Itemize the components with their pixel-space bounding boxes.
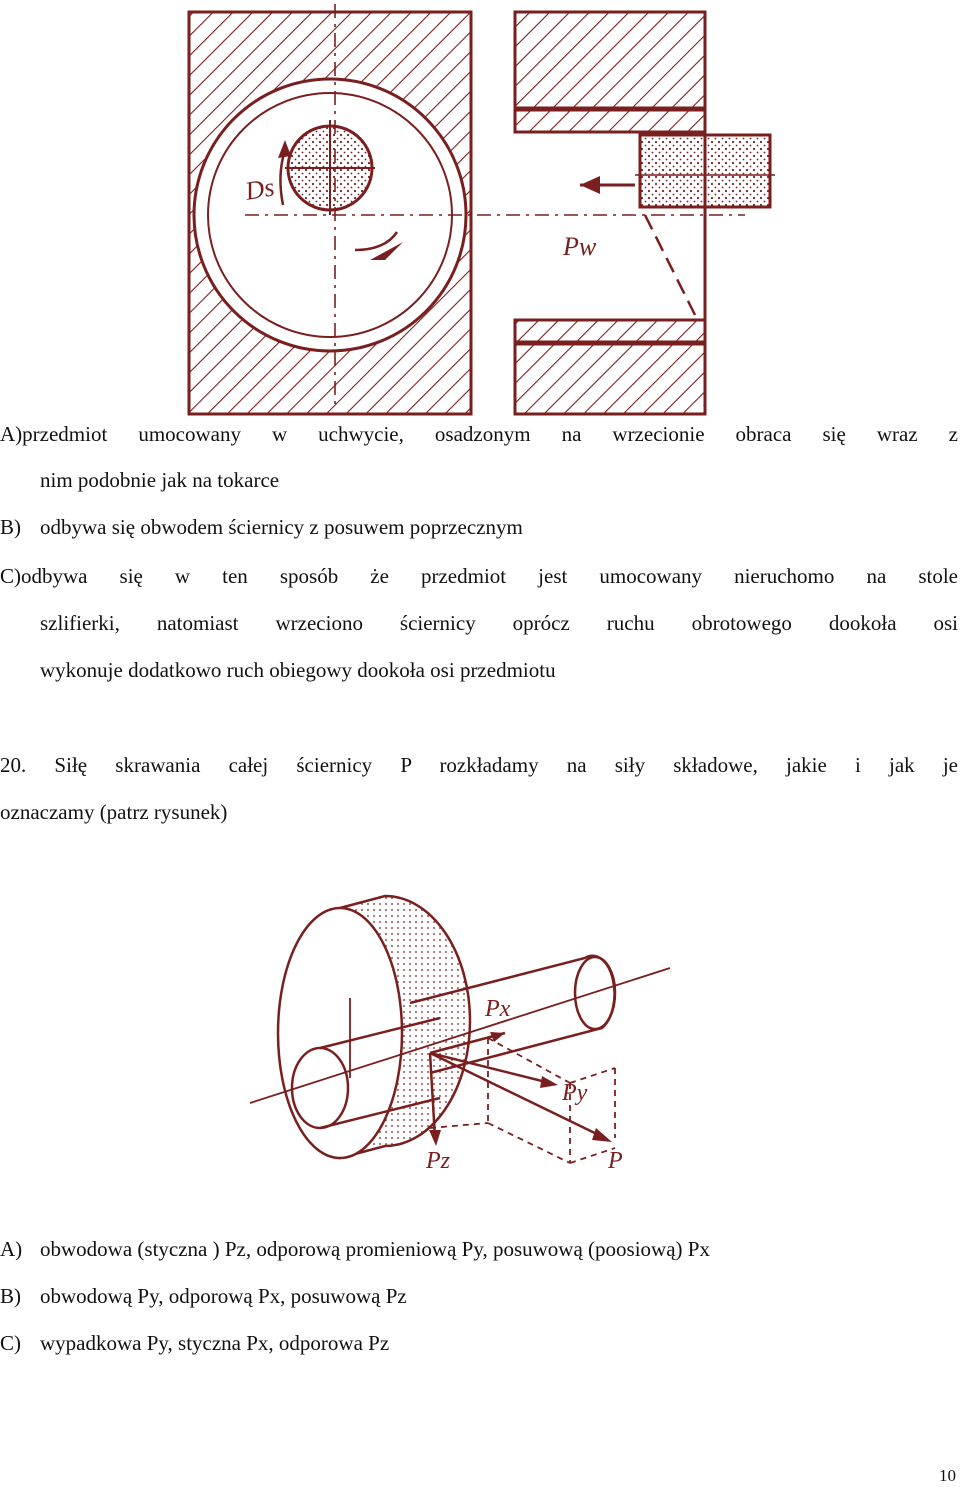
q19-option-a-line1: A)przedmiot umocowany w uchwycie, osadzonym na wrzecionie obraca się wraz z <box>0 422 958 446</box>
pz-label: Pz <box>426 1148 450 1174</box>
option-label: C) <box>0 1331 21 1355</box>
option-label: B) <box>0 1284 21 1308</box>
option-label: A) <box>0 1237 23 1261</box>
pw-label: Pw <box>563 232 597 261</box>
ds-label: Ds <box>243 172 277 206</box>
option-label: B) <box>0 515 21 539</box>
q20-text-line1: 20. Siłę skrawania całej ściernicy P rozkładamy na siły składowe, jakie i jak je <box>0 753 958 777</box>
q20-text-line2: oznaczamy (patrz rysunek) <box>0 800 228 824</box>
px-label: Px <box>485 996 511 1022</box>
option-label: A) <box>0 422 23 446</box>
q19-option-c-line2: szlifierki, natomiast wrzeciono ściernicy oprócz ruchu obrotowego dookoła osi <box>40 611 958 635</box>
q20-option-c: C) wypadkowa Py, styczna Px, odporowa Pz <box>0 1331 390 1355</box>
q19-option-a-line2: nim podobnie jak na tokarce <box>40 468 280 492</box>
p-label: P <box>608 1148 623 1174</box>
py-label: Py <box>562 1080 588 1106</box>
force-components-diagram <box>240 878 680 1178</box>
q19-option-c-line1: C)odbywa się w ten sposób że przedmiot jest umocowany nieruchomo na stole <box>0 564 958 588</box>
grinding-wheel-side <box>640 135 770 207</box>
q20-option-b: B) obwodową Py, odporową Px, posuwową Pz <box>0 1284 407 1308</box>
internal-grinding-diagram <box>185 0 775 418</box>
q20-option-a: A) obwodowa (styczna ) Pz, odporową promieniową Py, posuwową (poosiową) Px <box>0 1237 710 1261</box>
right-block-top <box>515 12 705 108</box>
q19-option-b: B) odbywa się obwodem ściernicy z posuwem poprzecznym <box>0 515 523 539</box>
option-label: C) <box>0 564 21 588</box>
page-number: 10 <box>939 1466 956 1485</box>
q19-option-c-line3: wykonuje dodatkowo ruch obiegowy dookoła osi przedmiotu <box>40 658 556 682</box>
right-block-bottom <box>515 344 705 414</box>
